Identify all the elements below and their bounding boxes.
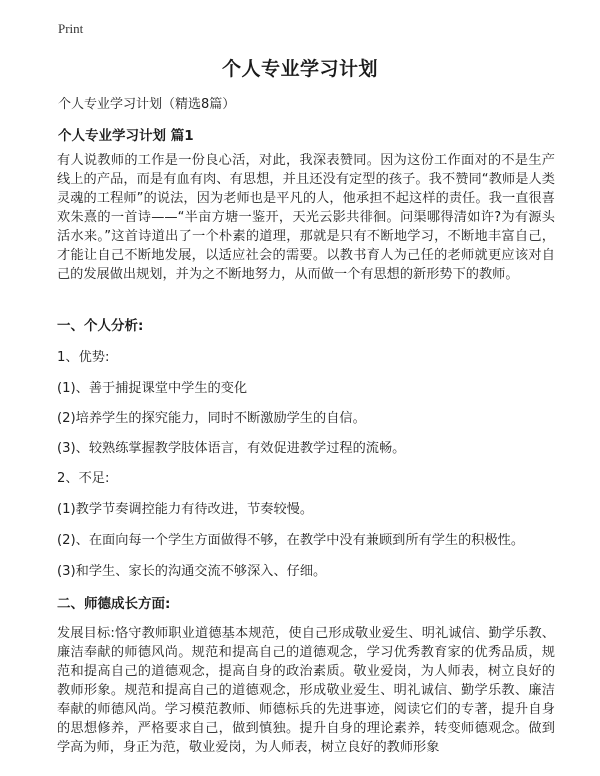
part-heading: 个人专业学习计划 篇1 — [58, 128, 194, 144]
section-heading-ethics-growth: 二、师德成长方面: — [57, 596, 171, 612]
strength-item-3: (3)、较熟练掌握教学肢体语言，有效促进教学过程的流畅。 — [57, 441, 406, 456]
print-link[interactable]: Print — [58, 21, 84, 36]
strength-item-2: (2)培养学生的探究能力，同时不断激励学生的自信。 — [57, 411, 366, 426]
intro-paragraph: 有人说教师的工作是一份良心活，对此，我深表赞同。因为这份工作面对的不是生产线上的产品，而是有血有肉、有思想，并且还没有定型的孩子。我不赞同“教师是人类灵魂的工程师”的说法，因为老师也是平凡的人，他承担不起这样的责任。我一直很喜欢朱熹的一首诗——“半亩方塘一鉴开，天光云影共徘徊。问渠哪得清如许?为有源头活水来。”这首诗道出了一个朴素的道理，那就是只有不断地学习，不断地丰富自己，才能让自己不断地发展，以适应社会的需要。以教书育人为己任的老师就更应该对自己的发展做出规划，并为之不断地努力，从而做一个有思想的新形势下的教师。 — [57, 153, 555, 282]
section-heading-personal-analysis: 一、个人分析: — [57, 318, 144, 334]
weakness-item-2: (2)、在面向每一个学生方面做得不够，在教学中没有兼顾到所有学生的积极性。 — [57, 533, 525, 548]
ethics-paragraph: 发展目标:恪守教师职业道德基本规范，使自己形成敬业爱生、明礼诚信、勤学乐教、廉洁奉献的师德风尚。规范和提高自己的道德观念，学习优秀教育家的优秀品质，规范和提高自己的道德观念，提高自身的政治素质。敬业爱岗，为人师表，树立良好的教师形象。规范和提高自己的道德观念，形成敬业爱生、明礼诚信、勤学乐教、廉洁奉献的师德风尚。学习模范教师、师德标兵的先进事迹，阅读它们的专著，提升自身的思想修养，严格要求自己，做到慎独。提升自身的理论素养，转变师德观念。做到学高为师，身正为范，敬业爱岗，为人师表，树立良好的教师形象 — [57, 626, 555, 755]
weakness-item-1: (1)教学节奏调控能力有待改进，节奏较慢。 — [57, 502, 314, 517]
weakness-item-3: (3)和学生、家长的沟通交流不够深入、仔细。 — [57, 564, 327, 579]
page-title: 个人专业学习计划 — [221, 58, 378, 80]
weaknesses-label: 2、不足: — [57, 471, 110, 486]
strengths-label: 1、优势: — [57, 350, 110, 365]
document-subtitle: 个人专业学习计划（精选8篇） — [58, 97, 236, 112]
strength-item-1: (1)、善于捕捉课堂中学生的变化 — [57, 381, 248, 396]
